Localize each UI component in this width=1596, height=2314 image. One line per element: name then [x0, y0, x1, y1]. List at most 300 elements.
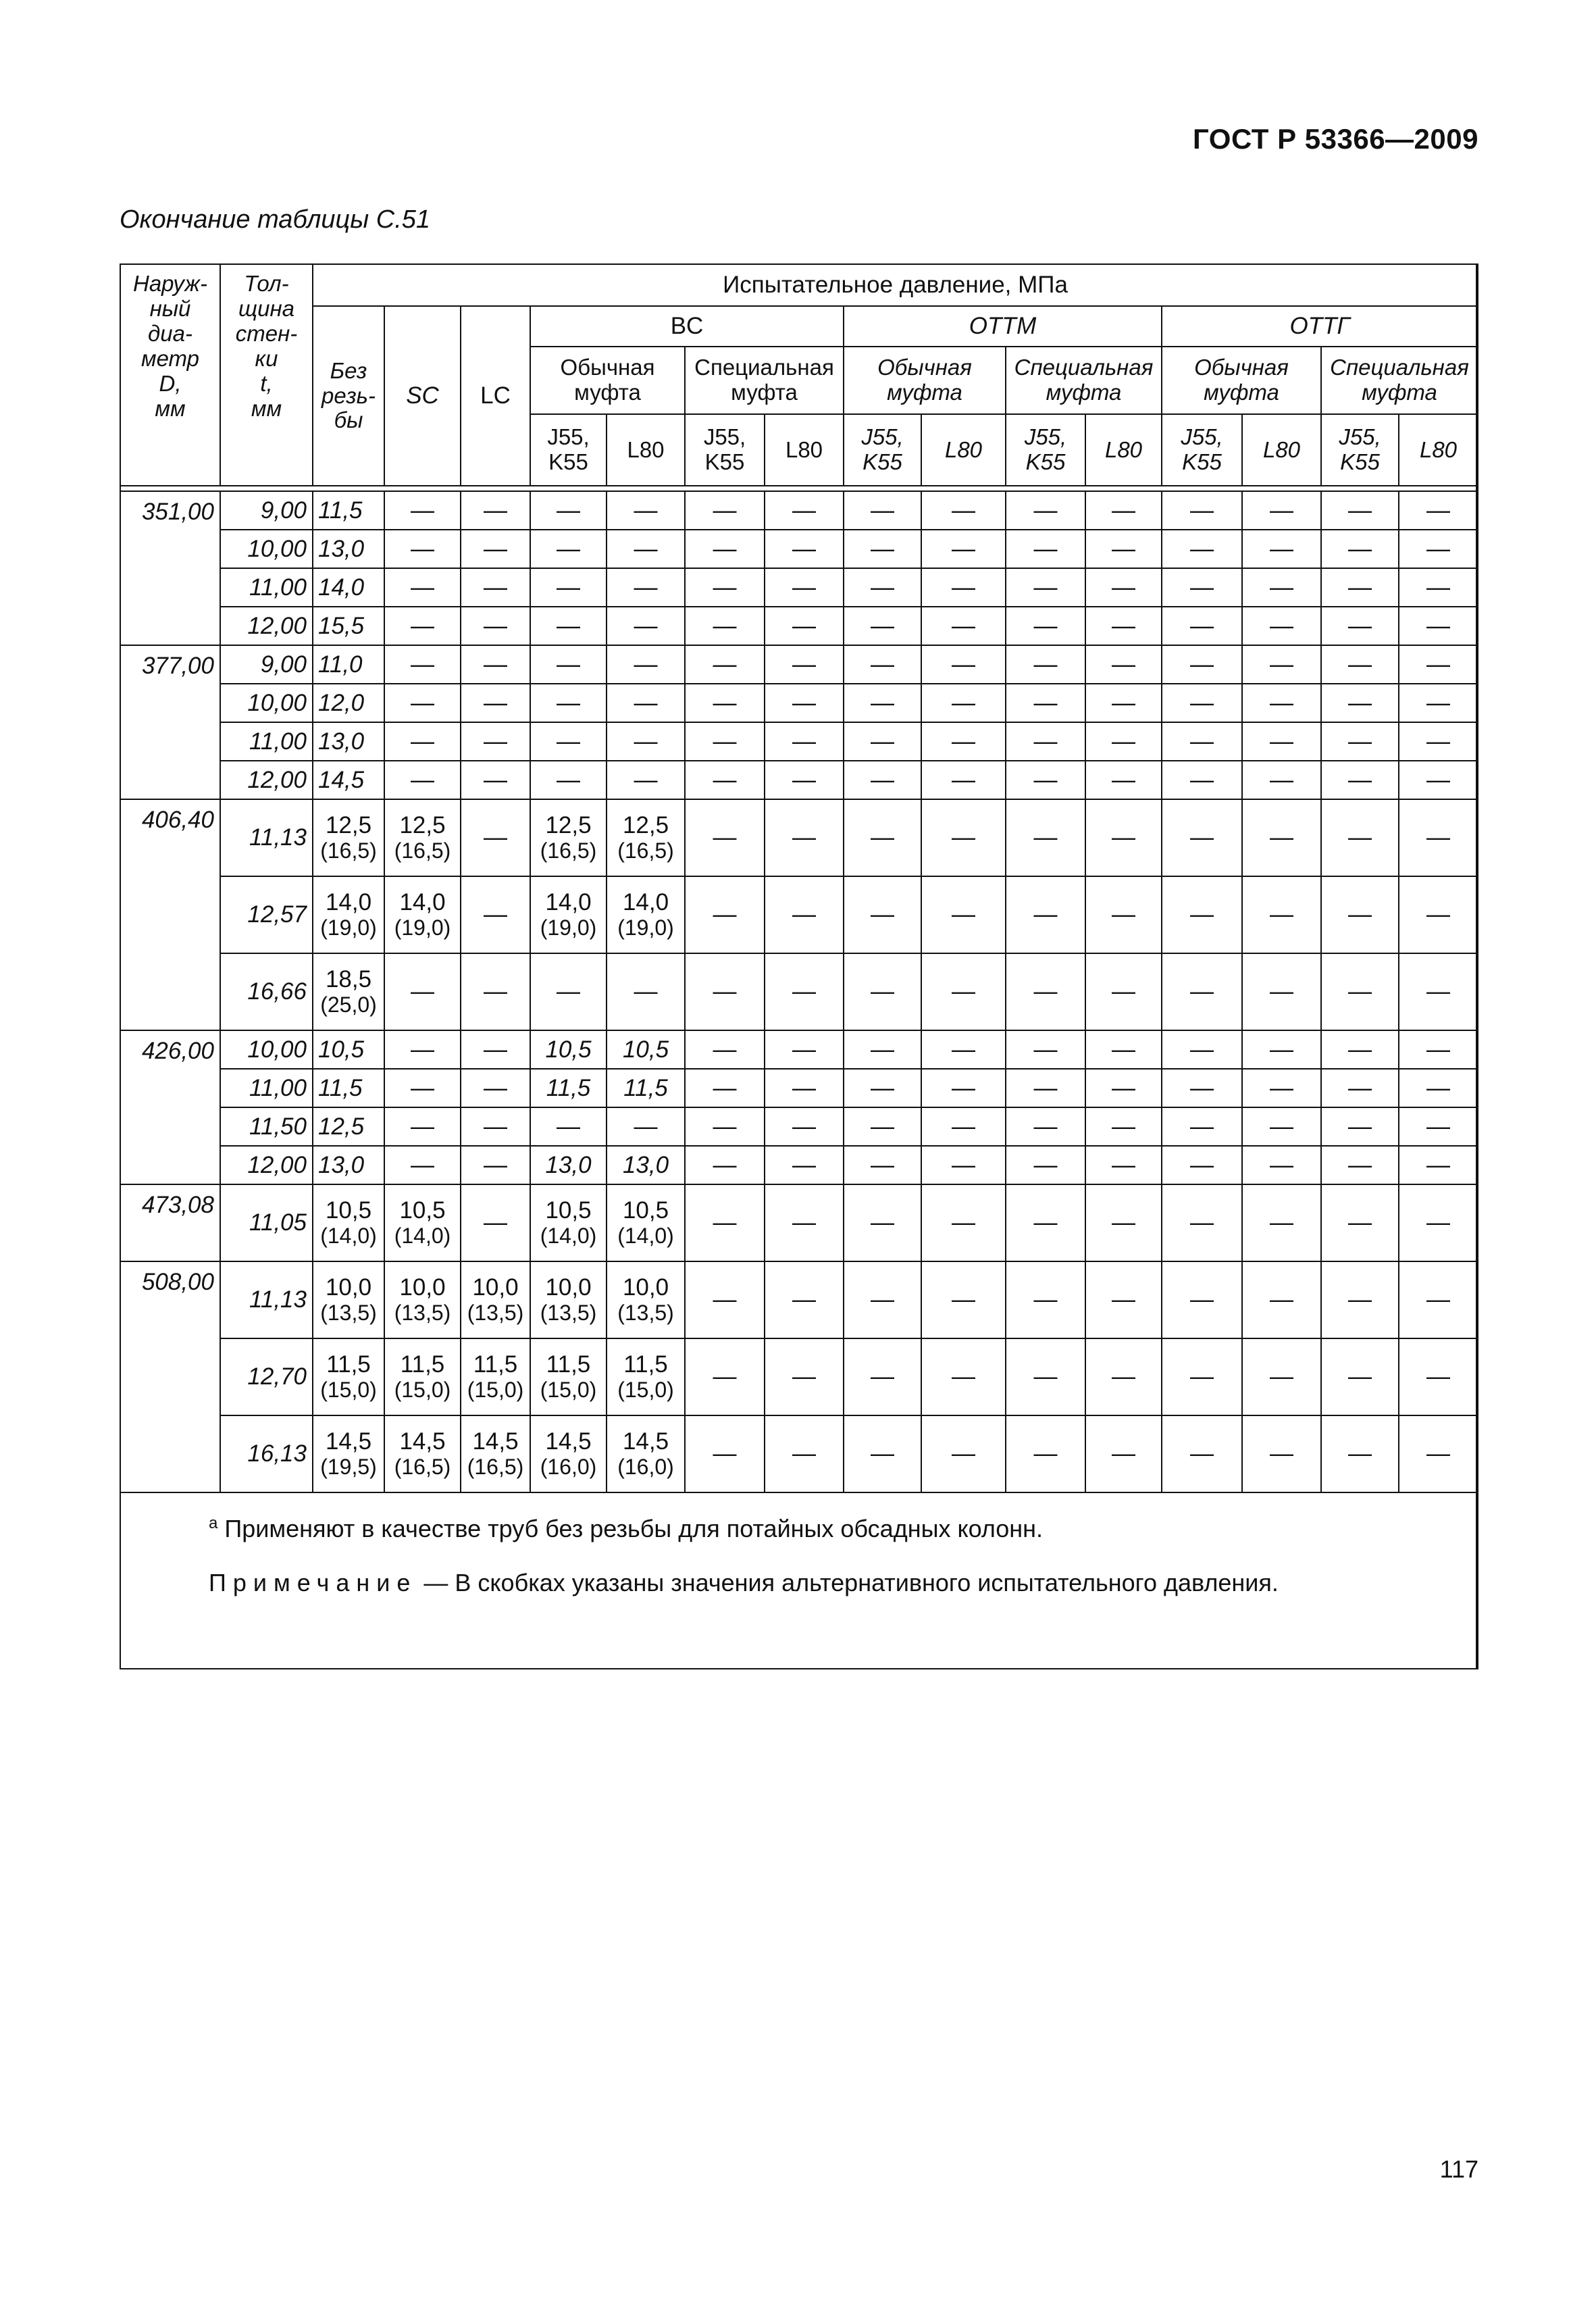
pressure-value: 10,5 — [545, 1197, 592, 1224]
cell-dash: — — [844, 761, 921, 799]
footnote-text: Применяют в качестве труб без резьбы для потайных обсадных колонн. — [224, 1515, 1044, 1542]
cell-dash: — — [1242, 1146, 1321, 1184]
alt-pressure-value: (14,0) — [394, 1223, 451, 1248]
pressure-value: 11,5 — [623, 1351, 668, 1378]
alt-pressure-value: (19,5) — [320, 1454, 377, 1479]
cell-dash: — — [1085, 876, 1162, 953]
header-grade-line: J55, — [703, 424, 746, 450]
cell-pressure: 13,0 — [530, 1146, 607, 1184]
cell-pressure-pair — [313, 1415, 384, 1492]
header-grade-line: K55 — [1340, 449, 1380, 474]
cell-dash: — — [765, 1069, 844, 1107]
table-row — [120, 799, 1478, 876]
cell-pressure-pair — [461, 1261, 530, 1338]
cell-dash: — — [1321, 684, 1399, 722]
cell-dash: — — [384, 1069, 461, 1107]
table-row — [120, 568, 1478, 607]
cell-dash: — — [461, 568, 530, 607]
header-no-thread-line: резь- — [321, 382, 376, 408]
cell-dash: — — [1321, 491, 1399, 530]
cell-dash: — — [1006, 1184, 1085, 1261]
cell-pressure-pair — [461, 1338, 530, 1415]
cell-dash: — — [844, 1069, 921, 1107]
cell-dash: — — [921, 953, 1006, 1030]
table-body — [120, 491, 1478, 1492]
cell-pressure-pair — [313, 1338, 384, 1415]
cell-pressure-pair — [384, 876, 461, 953]
cell-dash: — — [765, 684, 844, 722]
pressure-value: 11,5 — [326, 1351, 371, 1378]
cell-dash: — — [685, 876, 765, 953]
cell-dash: — — [1321, 1107, 1399, 1146]
cell-dash: — — [1321, 568, 1399, 607]
alt-pressure-value: (19,0) — [540, 915, 597, 940]
cell-pressure-pair — [607, 799, 685, 876]
table-row — [120, 722, 1478, 761]
pressure-value: 11,5 — [400, 1351, 445, 1378]
header-outer-diameter — [120, 264, 220, 486]
alt-pressure-value: (19,0) — [394, 915, 451, 940]
cell-dash: — — [1321, 722, 1399, 761]
cell-wall-thickness: 10,00 — [220, 530, 313, 568]
cell-dash: — — [1242, 491, 1321, 530]
cell-dash: — — [921, 761, 1006, 799]
cell-dash: — — [844, 1415, 921, 1492]
alt-pressure-value: (16,5) — [540, 838, 597, 863]
cell-dash: — — [1321, 530, 1399, 568]
header-grade-line: J55, — [547, 424, 590, 450]
cell-dash: — — [1321, 1146, 1399, 1184]
cell-dash: — — [685, 684, 765, 722]
header-outer-diameter-line: D, — [159, 370, 182, 396]
header-grade-j55-k55 — [1162, 414, 1242, 486]
cell-pressure: 13,0 — [313, 1146, 384, 1184]
cell-dash: — — [384, 1146, 461, 1184]
cell-dash: — — [461, 953, 530, 1030]
table-row — [120, 684, 1478, 722]
pressure-value: 10,5 — [622, 1197, 669, 1224]
alt-pressure-value: (13,5) — [540, 1300, 597, 1325]
cell-dash: — — [1006, 1261, 1085, 1338]
header-grade-line: J55, — [1181, 424, 1223, 450]
cell-pressure-pair — [313, 1261, 384, 1338]
header-coupling-line: Обычная — [877, 355, 972, 380]
cell-dash: — — [1085, 1415, 1162, 1492]
cell-pressure-pair — [384, 1338, 461, 1415]
header-coupling-line: муфта — [574, 380, 641, 405]
cell-dash: — — [1006, 1030, 1085, 1069]
cell-dash: — — [1399, 1030, 1478, 1069]
cell-dash: — — [685, 722, 765, 761]
cell-dash: — — [844, 491, 921, 530]
header-wall-thickness-line: Тол- — [244, 271, 289, 296]
cell-dash: — — [1162, 530, 1242, 568]
cell-dash: — — [461, 799, 530, 876]
cell-dash: — — [607, 568, 685, 607]
cell-pressure-pair — [607, 876, 685, 953]
cell-dash: — — [1006, 799, 1085, 876]
pressure-value: 12,5 — [399, 812, 446, 839]
cell-pressure: 15,5 — [313, 607, 384, 645]
cell-dash: — — [1321, 1184, 1399, 1261]
header-ottg-regular-coupling — [1162, 347, 1321, 414]
cell-dash: — — [607, 607, 685, 645]
header-ottm-special-coupling — [1006, 347, 1162, 414]
cell-dash: — — [461, 684, 530, 722]
cell-dash: — — [1162, 568, 1242, 607]
cell-dash: — — [1321, 953, 1399, 1030]
cell-pressure: 12,0 — [313, 684, 384, 722]
cell-dash: — — [765, 491, 844, 530]
cell-dash: — — [921, 1146, 1006, 1184]
header-ottg: ОТТГ — [1162, 306, 1478, 347]
pressure-value: 11,5 — [546, 1351, 591, 1378]
cell-dash: — — [765, 530, 844, 568]
alt-pressure-value: (15,0) — [617, 1377, 674, 1402]
cell-dash: — — [461, 876, 530, 953]
cell-pressure: 14,0 — [313, 568, 384, 607]
cell-dash: — — [461, 1107, 530, 1146]
cell-dash: — — [461, 761, 530, 799]
cell-dash: — — [1085, 607, 1162, 645]
cell-dash: — — [1085, 953, 1162, 1030]
pressure-value: 10,0 — [472, 1274, 519, 1301]
header-coupling-line: Специальная — [694, 355, 834, 380]
cell-dash: — — [685, 1184, 765, 1261]
table-row — [120, 1184, 1478, 1261]
cell-dash: — — [921, 684, 1006, 722]
cell-dash: — — [844, 530, 921, 568]
alt-pressure-value: (16,5) — [467, 1454, 524, 1479]
header-grade-j55-k55 — [1321, 414, 1399, 486]
table-row — [120, 876, 1478, 953]
cell-dash: — — [1162, 722, 1242, 761]
cell-dash: — — [844, 799, 921, 876]
header-wall-thickness-line: стен- — [235, 320, 298, 346]
cell-dash: — — [844, 607, 921, 645]
cell-dash: — — [844, 1184, 921, 1261]
header-grade-line: J55, — [861, 424, 904, 450]
header-coupling-line: Специальная — [1330, 355, 1469, 380]
cell-dash: — — [384, 568, 461, 607]
cell-dash: — — [685, 1030, 765, 1069]
cell-wall-thickness: 12,00 — [220, 1146, 313, 1184]
cell-dash: — — [384, 1030, 461, 1069]
cell-pressure: 11,5 — [607, 1069, 685, 1107]
header-lc: LC — [461, 306, 530, 486]
alt-pressure-value: (16,5) — [320, 838, 377, 863]
cell-dash: — — [1006, 761, 1085, 799]
cell-pressure-pair — [384, 1261, 461, 1338]
alt-pressure-value: (15,0) — [467, 1377, 524, 1402]
cell-dash: — — [765, 1338, 844, 1415]
note-text: — В скобках указаны значения альтернативного испытательного давления. — [423, 1569, 1279, 1597]
cell-dash: — — [685, 1069, 765, 1107]
cell-dash: — — [1242, 684, 1321, 722]
cell-dash: — — [1321, 761, 1399, 799]
header-coupling-line: муфта — [887, 380, 962, 405]
cell-dash: — — [765, 1415, 844, 1492]
cell-dash: — — [607, 530, 685, 568]
cell-dash: — — [461, 491, 530, 530]
cell-dash: — — [921, 1069, 1006, 1107]
cell-pressure-pair — [530, 1338, 607, 1415]
header-ottg-special-coupling — [1321, 347, 1478, 414]
cell-dash: — — [384, 491, 461, 530]
cell-dash: — — [921, 530, 1006, 568]
cell-wall-thickness: 11,50 — [220, 1107, 313, 1146]
cell-dash: — — [1006, 1146, 1085, 1184]
cell-dash: — — [1085, 799, 1162, 876]
alt-pressure-value: (14,0) — [617, 1223, 674, 1248]
cell-dash: — — [1321, 1069, 1399, 1107]
cell-dash: — — [1162, 1146, 1242, 1184]
cell-pressure-pair — [384, 799, 461, 876]
pressure-value: 14,5 — [399, 1428, 446, 1455]
cell-dash: — — [384, 607, 461, 645]
cell-dash: — — [384, 684, 461, 722]
pressure-value: 18,5 — [325, 966, 372, 993]
cell-dash: — — [1399, 722, 1478, 761]
table-row — [120, 1107, 1478, 1146]
cell-dash: — — [1242, 876, 1321, 953]
cell-pressure-pair — [530, 1261, 607, 1338]
cell-dash: — — [1085, 722, 1162, 761]
cell-dash: — — [384, 722, 461, 761]
cell-dash: — — [921, 1030, 1006, 1069]
header-wall-thickness — [220, 264, 313, 486]
cell-dash: — — [1085, 1184, 1162, 1261]
cell-dash: — — [1085, 1338, 1162, 1415]
cell-dash: — — [1162, 1184, 1242, 1261]
cell-dash: — — [1085, 761, 1162, 799]
header-wall-thickness-line: t, — [260, 370, 273, 396]
header-grade-j55-k55 — [1006, 414, 1085, 486]
cell-dash: — — [921, 1415, 1006, 1492]
cell-dash: — — [1085, 1069, 1162, 1107]
header-wall-thickness-line: мм — [251, 395, 282, 421]
pressure-value: 14,5 — [545, 1428, 592, 1455]
header-coupling-line: Обычная — [1194, 355, 1289, 380]
cell-dash: — — [1006, 491, 1085, 530]
header-coupling-line: Специальная — [1014, 355, 1154, 380]
cell-dash: — — [1006, 607, 1085, 645]
cell-dash: — — [765, 722, 844, 761]
cell-dash: — — [685, 1261, 765, 1338]
header-outer-diameter-line: Наруж- — [132, 271, 207, 296]
pressure-value: 10,0 — [399, 1274, 446, 1301]
cell-dash: — — [607, 761, 685, 799]
cell-dash: — — [1399, 1069, 1478, 1107]
cell-outer-diameter: 473,08 — [120, 1184, 220, 1261]
cell-dash: — — [921, 876, 1006, 953]
header-grade-j55-k55 — [685, 414, 765, 486]
cell-dash: — — [607, 645, 685, 684]
cell-dash: — — [1085, 491, 1162, 530]
alt-pressure-value: (16,5) — [617, 838, 674, 863]
cell-outer-diameter: 406,40 — [120, 799, 220, 1030]
cell-dash: — — [685, 953, 765, 1030]
cell-pressure-pair — [607, 1338, 685, 1415]
table-row — [120, 530, 1478, 568]
cell-dash: — — [1399, 761, 1478, 799]
table-row — [120, 1069, 1478, 1107]
cell-dash: — — [1242, 1415, 1321, 1492]
cell-pressure-pair — [530, 1184, 607, 1261]
alt-pressure-value: (25,0) — [320, 992, 377, 1017]
alt-pressure-value: (13,5) — [617, 1300, 674, 1325]
header-coupling-line: муфта — [1046, 380, 1122, 405]
cell-dash: — — [921, 799, 1006, 876]
cell-dash: — — [1162, 1030, 1242, 1069]
cell-wall-thickness: 11,00 — [220, 722, 313, 761]
cell-dash: — — [765, 1107, 844, 1146]
cell-dash: — — [1242, 1030, 1321, 1069]
cell-dash: — — [844, 684, 921, 722]
cell-dash: — — [1006, 953, 1085, 1030]
cell-pressure: 13,0 — [313, 530, 384, 568]
header-outer-diameter-line: метр — [140, 345, 200, 371]
header-bc: BC — [530, 306, 844, 347]
pressure-value: 14,5 — [622, 1428, 669, 1455]
cell-dash: — — [1399, 953, 1478, 1030]
cell-dash: — — [921, 1338, 1006, 1415]
cell-dash: — — [1242, 1338, 1321, 1415]
page-number: 117 — [1439, 2155, 1478, 2183]
cell-wall-thickness: 12,57 — [220, 876, 313, 953]
cell-dash: — — [1006, 684, 1085, 722]
cell-wall-thickness: 12,00 — [220, 761, 313, 799]
cell-dash: — — [1399, 607, 1478, 645]
cell-dash: — — [765, 1184, 844, 1261]
cell-dash: — — [685, 491, 765, 530]
cell-dash: — — [1162, 491, 1242, 530]
cell-dash: — — [1399, 530, 1478, 568]
alt-pressure-value: (13,5) — [394, 1300, 451, 1325]
cell-dash: — — [765, 1146, 844, 1184]
cell-dash: — — [1006, 1069, 1085, 1107]
alt-pressure-value: (15,0) — [320, 1377, 377, 1402]
cell-dash: — — [685, 1146, 765, 1184]
cell-wall-thickness: 11,00 — [220, 568, 313, 607]
cell-dash: — — [607, 953, 685, 1030]
cell-dash: — — [1162, 684, 1242, 722]
cell-dash: — — [921, 1107, 1006, 1146]
cell-pressure-pair — [607, 1184, 685, 1261]
cell-dash: — — [1399, 645, 1478, 684]
cell-dash: — — [1399, 1146, 1478, 1184]
cell-dash: — — [765, 799, 844, 876]
cell-dash: — — [1242, 799, 1321, 876]
header-grade-l80: L80 — [1399, 414, 1478, 486]
cell-dash: — — [685, 799, 765, 876]
cell-dash: — — [1006, 568, 1085, 607]
cell-dash: — — [461, 1069, 530, 1107]
pressure-value: 14,0 — [325, 889, 372, 916]
cell-dash: — — [461, 607, 530, 645]
cell-dash: — — [685, 1338, 765, 1415]
cell-pressure-pair — [313, 876, 384, 953]
cell-dash: — — [1085, 530, 1162, 568]
cell-dash: — — [685, 645, 765, 684]
cell-dash: — — [530, 722, 607, 761]
table-row — [120, 491, 1478, 530]
footnote-mark: а — [209, 1514, 218, 1532]
cell-dash: — — [685, 530, 765, 568]
cell-pressure: 12,5 — [313, 1107, 384, 1146]
pressure-value: 14,0 — [399, 889, 446, 916]
cell-dash: — — [530, 761, 607, 799]
cell-dash: — — [607, 1107, 685, 1146]
header-bc-regular-coupling — [530, 347, 685, 414]
header-test-pressure: Испытательное давление, МПа — [313, 264, 1478, 306]
cell-dash: — — [1006, 722, 1085, 761]
cell-wall-thickness: 12,00 — [220, 607, 313, 645]
cell-dash: — — [921, 607, 1006, 645]
cell-pressure-pair — [530, 1415, 607, 1492]
cell-dash: — — [685, 1415, 765, 1492]
cell-dash: — — [530, 953, 607, 1030]
cell-wall-thickness: 9,00 — [220, 491, 313, 530]
cell-dash: — — [1242, 1261, 1321, 1338]
cell-dash: — — [844, 645, 921, 684]
cell-dash: — — [1242, 761, 1321, 799]
header-outer-diameter-line: диа- — [148, 320, 192, 346]
cell-dash: — — [1162, 607, 1242, 645]
table-row — [120, 1415, 1478, 1492]
alt-pressure-value: (16,5) — [394, 1454, 451, 1479]
cell-pressure: 13,0 — [313, 722, 384, 761]
cell-wall-thickness: 10,00 — [220, 1030, 313, 1069]
cell-pressure: 10,5 — [607, 1030, 685, 1069]
cell-dash: — — [1162, 1338, 1242, 1415]
header-bc-special-coupling — [685, 347, 844, 414]
cell-dash: — — [384, 953, 461, 1030]
cell-dash: — — [1085, 568, 1162, 607]
cell-dash: — — [1321, 1030, 1399, 1069]
alt-pressure-value: (16,5) — [394, 838, 451, 863]
cell-dash: — — [921, 1261, 1006, 1338]
cell-wall-thickness: 16,66 — [220, 953, 313, 1030]
header-ottm-regular-coupling — [844, 347, 1006, 414]
header-grade-l80: L80 — [1242, 414, 1321, 486]
cell-dash: — — [1399, 1415, 1478, 1492]
cell-dash: — — [1085, 1261, 1162, 1338]
cell-dash: — — [1085, 1107, 1162, 1146]
header-sc: SC — [384, 306, 461, 486]
cell-pressure: 14,5 — [313, 761, 384, 799]
cell-dash: — — [1006, 530, 1085, 568]
cell-dash: — — [384, 761, 461, 799]
cell-dash: — — [765, 568, 844, 607]
cell-dash: — — [685, 1107, 765, 1146]
table-row — [120, 607, 1478, 645]
cell-dash: — — [1399, 1261, 1478, 1338]
cell-dash: — — [921, 568, 1006, 607]
cell-dash: — — [1085, 1030, 1162, 1069]
cell-dash: — — [461, 530, 530, 568]
header-no-thread-line: Без — [330, 357, 367, 383]
cell-dash: — — [1399, 876, 1478, 953]
table-row — [120, 1030, 1478, 1069]
cell-dash: — — [461, 722, 530, 761]
pressure-value: 12,5 — [545, 812, 592, 839]
cell-dash: — — [765, 607, 844, 645]
cell-wall-thickness: 9,00 — [220, 645, 313, 684]
cell-dash: — — [607, 722, 685, 761]
header-grade-j55-k55 — [530, 414, 607, 486]
cell-dash: — — [844, 722, 921, 761]
